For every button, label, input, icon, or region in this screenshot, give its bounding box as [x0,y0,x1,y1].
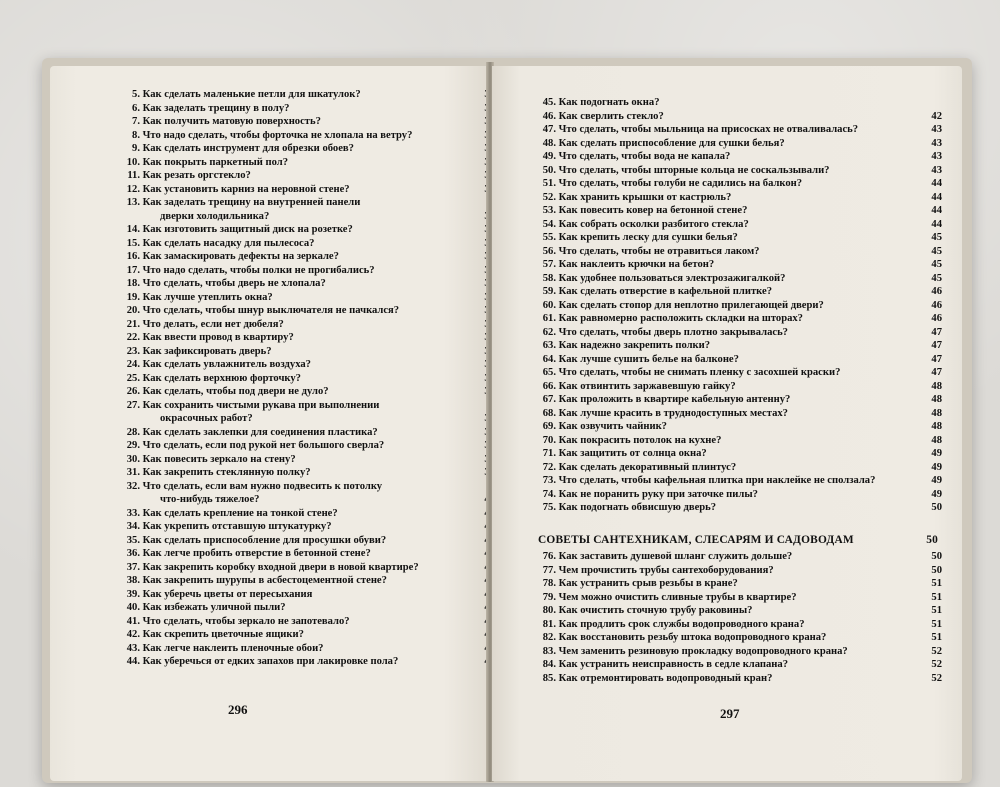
toc-entry-number: 60. [542,299,556,311]
toc-entry-number: 7. [132,116,140,127]
toc-entry [100,372,495,386]
toc-entry-title-continued: окрасочных работ? [160,413,253,424]
toc-entry-number: 20. [126,305,140,316]
toc-entry-number: 36. [126,548,140,559]
toc-entry-number: 13. [126,197,140,208]
toc-entry-number: 73. [542,475,556,486]
toc-entry-page: 47 [931,367,942,378]
toc-entry [532,123,942,137]
toc-entry [532,272,942,286]
toc-entry [100,588,495,602]
toc-entry [532,591,942,605]
toc-entry-title: Как ввести провод в квартиру? [142,332,294,343]
toc-entry-title: Как сделать увлажнитель воздуха? [142,359,311,370]
toc-entry-page: 46 [931,313,942,324]
toc-entry-number: 74. [542,488,556,500]
toc-entry-title: Как сделать инструмент для обрезки обоев? [142,143,354,154]
toc-entry-page: 49 [931,488,942,500]
toc-entry-page: 51 [931,578,942,589]
toc-entry-title: Что сделать, чтобы дверь плотно закрывалась? [558,326,788,338]
toc-entry-title: Как зафиксировать дверь? [142,345,272,357]
toc-entry [532,245,942,259]
toc-entry [100,88,495,102]
toc-entry [532,474,942,488]
toc-entry [100,358,495,372]
toc-entry [532,393,942,407]
toc-entry-title: Как собрать осколки разбитого стекла? [558,218,749,230]
toc-entry [100,223,495,237]
toc-entry-number: 47. [542,124,556,135]
toc-entry-title: Как скрепить цветочные ящики? [142,629,304,640]
toc-entry [100,102,495,116]
toc-entry-title: Как отремонтировать водопроводный кран? [558,672,773,684]
toc-entry-number: 6. [132,102,140,114]
toc-entry [100,156,495,170]
toc-entry [100,439,495,453]
toc-entry-title: Что сделать, чтобы не снимать пленку с засохшей краски? [558,367,841,378]
toc-entry [100,480,495,494]
toc-entry [100,331,495,345]
toc-entry [100,196,495,210]
toc-entry-title: Как защитить от солнца окна? [558,448,707,459]
right-toc-list [532,96,942,515]
toc-entry [100,237,495,251]
toc-entry-page: 44 [931,218,942,230]
toc-entry-number: 56. [542,245,556,257]
toc-entry [532,501,942,515]
toc-entry [100,655,495,669]
toc-entry-title: Как лучше утеплить окна? [142,291,273,303]
left-page-number: 296 [228,702,248,717]
toc-entry [532,488,942,502]
toc-entry-title: Как повесить зеркало на стену? [142,453,296,465]
toc-entry-number: 35. [126,534,140,546]
toc-entry [100,601,495,615]
toc-entry-title: Как наклеить крючки на бетон? [558,259,715,270]
toc-entry-number: 64. [542,353,556,365]
toc-entry-title: Как получить матовую поверхность? [142,116,321,127]
toc-entry-title: Как уберечься от едких запахов при лакировке пола? [142,656,399,667]
toc-entry [532,339,942,353]
toc-entry-title: Что сделать, чтобы шторные кольца не соскальзывали? [558,164,830,176]
toc-entry-page: 45 [931,259,942,270]
toc-entry [100,574,495,588]
toc-entry-title: Как лучше сушить белье на балконе? [558,353,739,365]
toc-entry-page: 44 [931,191,942,203]
toc-entry-number: 24. [126,359,140,370]
toc-entry-page: 50 [931,502,942,513]
toc-entry-number: 30. [126,453,140,465]
toc-entry-title: Как проложить в квартире кабельную антенну? [558,394,791,405]
toc-entry-page: 51 [931,605,942,616]
toc-entry [532,353,942,367]
toc-entry-title: Как сверлить стекло? [558,110,664,122]
toc-entry-number: 29. [126,440,140,451]
toc-entry-title: Как сделать декоративный плинтус? [558,461,737,473]
toc-entry-page: 48 [931,394,942,405]
toc-entry-title: Что сделать, чтобы дверь не хлопала? [142,278,326,289]
toc-entry-number: 38. [126,575,140,586]
toc-entry-title: Как озвучить чайник? [558,421,667,432]
toc-entry-number: 39. [126,588,140,600]
toc-entry-number: 61. [542,313,556,324]
toc-entry [100,264,495,278]
toc-entry-title: Что сделать, если вам нужно подвесить к потолку [142,480,383,492]
toc-entry-page: 51 [931,618,942,630]
toc-entry [100,345,495,359]
toc-entry-number: 69. [542,421,556,432]
toc-entry-number: 76. [542,551,556,562]
toc-entry [532,96,942,110]
toc-entry-number: 40. [126,602,140,613]
toc-entry-number: 5. [132,89,140,100]
toc-entry [100,426,495,440]
toc-entry-number: 12. [126,183,140,195]
toc-entry-page: 47 [931,340,942,351]
toc-entry-number: 80. [542,605,556,616]
toc-entry-number: 22. [126,332,140,343]
toc-entry-number: 63. [542,340,556,351]
toc-entry [532,564,942,578]
toc-entry-number: 65. [542,367,556,378]
toc-entry [532,191,942,205]
toc-entry-title: Чем заменить резиновую прокладку водопроводного крана? [558,645,848,657]
toc-entry-number: 49. [542,151,556,162]
toc-entry [532,631,942,645]
toc-entry-number: 71. [542,448,556,459]
toc-entry-title: Что сделать, чтобы зеркало не запотевало? [142,615,350,627]
toc-entry-title: Что сделать, если под рукой нет большого сверла? [142,440,385,451]
toc-entry-page: 51 [931,591,942,603]
toc-entry [532,177,942,191]
toc-entry [100,318,495,332]
toc-entry [100,183,495,197]
toc-entry-number: 18. [126,278,140,289]
toc-entry-title: Как легче наклеить пленочные обои? [142,642,324,654]
toc-entry-page: 48 [931,434,942,446]
toc-entry-title: Как сделать приспособление для просушки обуви? [142,534,387,546]
toc-entry [532,407,942,421]
section-title: СОВЕТЫ САНТЕХНИКАМ, СЛЕСАРЯМ И САДОВОДАМ [538,534,854,546]
toc-entry-number: 59. [542,286,556,297]
toc-entry [532,380,942,394]
toc-entry-title: Что сделать, чтобы голуби не садились на балкон? [558,178,803,189]
toc-entry-title: Как избежать уличной пыли? [142,602,286,613]
toc-entry-number: 25. [126,372,140,384]
toc-entry-number: 70. [542,434,556,446]
toc-entry-number: 51. [542,178,556,189]
toc-entry-page: 48 [931,380,942,392]
toc-entry [532,658,942,672]
section-toc-list [532,550,942,685]
toc-entry-title: Как сделать верхнюю форточку? [142,372,301,384]
toc-entry-number: 17. [126,264,140,276]
toc-entry-number: 42. [126,629,140,640]
toc-entry-title: Как удобнее пользоваться электрозажигалкой? [558,272,786,284]
toc-entry-page: 45 [931,232,942,243]
toc-entry-number: 82. [542,632,556,643]
toc-entry-page: 49 [931,475,942,486]
toc-entry-number: 19. [126,291,140,303]
toc-entry-number: 78. [542,578,556,589]
toc-entry-continuation [100,412,495,426]
toc-entry-page: 47 [931,326,942,338]
toc-entry-title: Как очистить сточную трубу раковины? [558,605,753,616]
toc-entry-number: 81. [542,618,556,630]
toc-entry-title: Как повесить ковер на бетонной стене? [558,205,748,216]
toc-entry [100,250,495,264]
toc-entry-title: Как резать оргстекло? [142,170,251,181]
toc-entry-number: 84. [542,659,556,670]
toc-entry-title: Как продлить срок службы водопроводного крана? [558,618,805,630]
toc-entry-page: 51 [931,632,942,643]
toc-entry-continuation [100,210,495,224]
toc-entry [532,137,942,151]
toc-entry-title: Как сделать насадку для пылесоса? [142,237,315,249]
toc-entry-number: 9. [132,143,140,154]
toc-entry-title-continued: что-нибудь тяжелое? [160,494,260,505]
toc-entry-title: Что сделать, чтобы не отравиться лаком? [558,245,760,257]
toc-entry-title: Как сделать приспособление для сушки белья? [558,137,785,149]
toc-entry [532,645,942,659]
toc-entry [100,169,495,183]
toc-entry [100,547,495,561]
toc-entry-number: 33. [126,507,140,519]
toc-entry [100,129,495,143]
toc-entry-title: Что делать, если нет дюбеля? [142,318,284,330]
toc-entry-title: Как сделать отверстие в кафельной плитке? [558,286,772,297]
toc-entry [532,604,942,618]
toc-entry-number: 45. [542,97,556,108]
toc-entry-number: 75. [542,502,556,513]
toc-entry-number: 10. [126,156,140,168]
toc-entry-title: Как покрыть паркетный пол? [142,156,289,168]
toc-entry-title: Как покрасить потолок на кухне? [558,434,722,446]
toc-entry-page: 52 [931,672,942,684]
toc-entry-number: 50. [542,164,556,176]
toc-entry-title: Что сделать, чтобы мыльница на присосках не отваливалась? [558,124,859,135]
toc-entry [100,507,495,521]
toc-entry-title: Что сделать, чтобы вода не капала? [558,151,731,162]
toc-entry-title: Как не поранить руку при заточке пилы? [558,488,758,500]
toc-entry-page: 52 [931,645,942,657]
toc-entry-title: Как установить карниз на неровной стене? [142,183,350,195]
toc-entry-number: 14. [126,224,140,235]
section-page-ref: 50 [926,534,938,546]
toc-entry-title: Как сделать маленькие петли для шкатулок? [142,89,361,100]
toc-entry [100,561,495,575]
toc-entry-title: Как сделать крепление на тонкой стене? [142,507,338,519]
toc-entry [100,642,495,656]
toc-entry-number: 21. [126,318,140,330]
toc-entry-title: Как сохранить чистыми рукава при выполнении [142,399,380,411]
toc-entry-number: 85. [542,672,556,684]
toc-entry-title: Чем можно очистить сливные трубы в квартире? [558,591,797,603]
toc-entry-number: 44. [126,656,140,667]
toc-entry [100,466,495,480]
toc-entry [532,285,942,299]
toc-entry-number: 31. [126,467,140,478]
toc-entry-number: 79. [542,591,556,603]
toc-entry-number: 32. [126,480,140,492]
toc-entry-title: Как подогнать окна? [558,97,660,108]
toc-entry [532,447,942,461]
toc-entry [100,142,495,156]
toc-entry-number: 54. [542,218,556,230]
toc-entry [532,150,942,164]
toc-entry-page: 44 [931,178,942,189]
toc-entry-title: Как сделать заклепки для соединения пластика? [142,426,378,438]
toc-entry-page: 45 [931,245,942,257]
toc-entry-title: Как подогнать обвисшую дверь? [558,502,717,513]
toc-entry-page: 43 [931,151,942,162]
toc-entry-number: 53. [542,205,556,216]
toc-entry-page: 50 [931,564,942,576]
toc-entry-title: Как закрепить коробку входной двери в новой квартире? [142,561,419,573]
toc-entry [532,618,942,632]
toc-entry-page: 49 [931,461,942,473]
toc-entry [100,385,495,399]
toc-entry-title-continued: дверки холодильника? [160,210,270,222]
right-page [492,66,962,781]
toc-entry-page: 47 [931,353,942,365]
toc-entry-title: Как надежно закрепить полки? [558,340,711,351]
toc-entry-title: Как замаскировать дефекты на зеркале? [142,251,339,262]
toc-entry-number: 43. [126,642,140,654]
toc-entry-title: Как заставить душевой шланг служить дольше? [558,551,793,562]
toc-entry-number: 66. [542,380,556,392]
toc-entry-number: 26. [126,386,140,397]
toc-entry [532,672,942,686]
toc-entry-page: 46 [931,299,942,311]
toc-entry-title: Что сделать, чтобы шнур выключателя не пачкался? [142,305,400,316]
left-toc-list [100,88,495,669]
toc-entry [100,304,495,318]
toc-entry-number: 8. [132,129,140,141]
toc-entry [532,420,942,434]
toc-entry [532,231,942,245]
toc-entry [532,577,942,591]
toc-entry-page: 43 [931,124,942,135]
toc-entry-number: 23. [126,345,140,357]
toc-entry-number: 83. [542,645,556,657]
toc-entry-title: Как изготовить защитный диск на розетке? [142,224,353,235]
toc-entry-title: Чем прочистить трубы сантехоборудования? [558,564,774,576]
toc-entry-title: Как легче пробить отверстие в бетонной стене? [142,548,371,559]
toc-entry [100,399,495,413]
toc-entry [532,110,942,124]
toc-entry-number: 34. [126,521,140,532]
toc-entry [532,312,942,326]
toc-entry [100,115,495,129]
toc-entry-number: 77. [542,564,556,576]
toc-entry-continuation [100,493,495,507]
toc-entry [532,258,942,272]
toc-entry-number: 55. [542,232,556,243]
toc-entry-number: 11. [127,170,140,181]
toc-entry [100,628,495,642]
toc-entry-title: Как равномерно расположить складки на шторах? [558,313,803,324]
toc-entry-title: Как закрепить шурупы в асбестоцементной стене? [142,575,387,586]
section-heading [538,534,938,546]
toc-entry-page: 50 [931,551,942,562]
toc-entry-title: Как устранить неисправность в седле клапана? [558,659,789,670]
toc-entry-title: Как уберечь цветы от пересыхания [142,588,313,600]
toc-entry [532,299,942,313]
toc-entry-title: Как восстановить резьбу штока водопроводного крана? [558,632,827,643]
toc-entry-title: Как отвинтить заржавевшую гайку? [558,380,736,392]
toc-entry-number: 72. [542,461,556,473]
toc-entry-number: 52. [542,191,556,203]
toc-entry [100,277,495,291]
toc-entry-number: 15. [126,237,140,249]
toc-entry-number: 58. [542,272,556,284]
toc-entry-number: 68. [542,407,556,419]
toc-entry-number: 67. [542,394,556,405]
toc-entry [100,520,495,534]
toc-entry-title: Что надо сделать, чтобы форточка не хлопала на ветру? [142,129,413,141]
toc-entry-title: Как заделать трещину в полу? [142,102,290,114]
toc-entry-page: 43 [931,164,942,176]
toc-entry-number: 28. [126,426,140,438]
toc-entry [532,204,942,218]
toc-entry-page: 52 [931,659,942,670]
toc-entry [100,534,495,548]
toc-entry-title: Что сделать, чтобы кафельная плитка при наклейке не сползала? [558,475,876,486]
toc-entry [532,164,942,178]
toc-entry-title: Как сделать, чтобы под двери не дуло? [142,386,329,397]
toc-entry-page: 46 [931,286,942,297]
toc-entry-title: Как укрепить отставшую штукатурку? [142,521,332,532]
toc-entry-title: Как лучше красить в труднодоступных местах? [558,407,788,419]
toc-entry-title: Как закрепить стеклянную полку? [142,467,311,478]
toc-entry-number: 41. [126,615,140,627]
toc-entry [532,326,942,340]
toc-entry-number: 16. [126,251,140,262]
toc-entry-page: 45 [931,272,942,284]
toc-entry-title: Как заделать трещину на внутренней панели [142,197,361,208]
toc-entry [532,366,942,380]
toc-entry-number: 57. [542,259,556,270]
toc-entry-title: Как сделать стопор для неплотно прилегающей двери? [558,299,824,311]
toc-entry-title: Как устранить срыв резьбы в кране? [558,578,738,589]
toc-entry-page: 43 [931,137,942,149]
toc-entry-page: 44 [931,205,942,216]
toc-entry-page: 42 [931,110,942,122]
right-page-number: 297 [720,706,740,721]
toc-entry [532,461,942,475]
toc-entry-title: Как крепить леску для сушки белья? [558,232,738,243]
toc-entry [532,434,942,448]
toc-entry-page: 48 [931,407,942,419]
toc-entry [100,615,495,629]
toc-entry-page: 48 [931,421,942,432]
toc-entry [532,218,942,232]
toc-entry-number: 27. [126,399,140,411]
toc-entry-title: Как хранить крышки от кастрюль? [558,191,732,203]
toc-entry [100,291,495,305]
toc-entry [532,550,942,564]
toc-entry-number: 37. [126,561,140,573]
toc-entry-title: Что надо сделать, чтобы полки не прогибались? [142,264,375,276]
toc-entry-number: 48. [542,137,556,149]
toc-entry-number: 46. [542,110,556,122]
left-page [50,66,488,781]
toc-entry-page: 49 [931,448,942,459]
toc-entry-number: 62. [542,326,556,338]
toc-entry [100,453,495,467]
